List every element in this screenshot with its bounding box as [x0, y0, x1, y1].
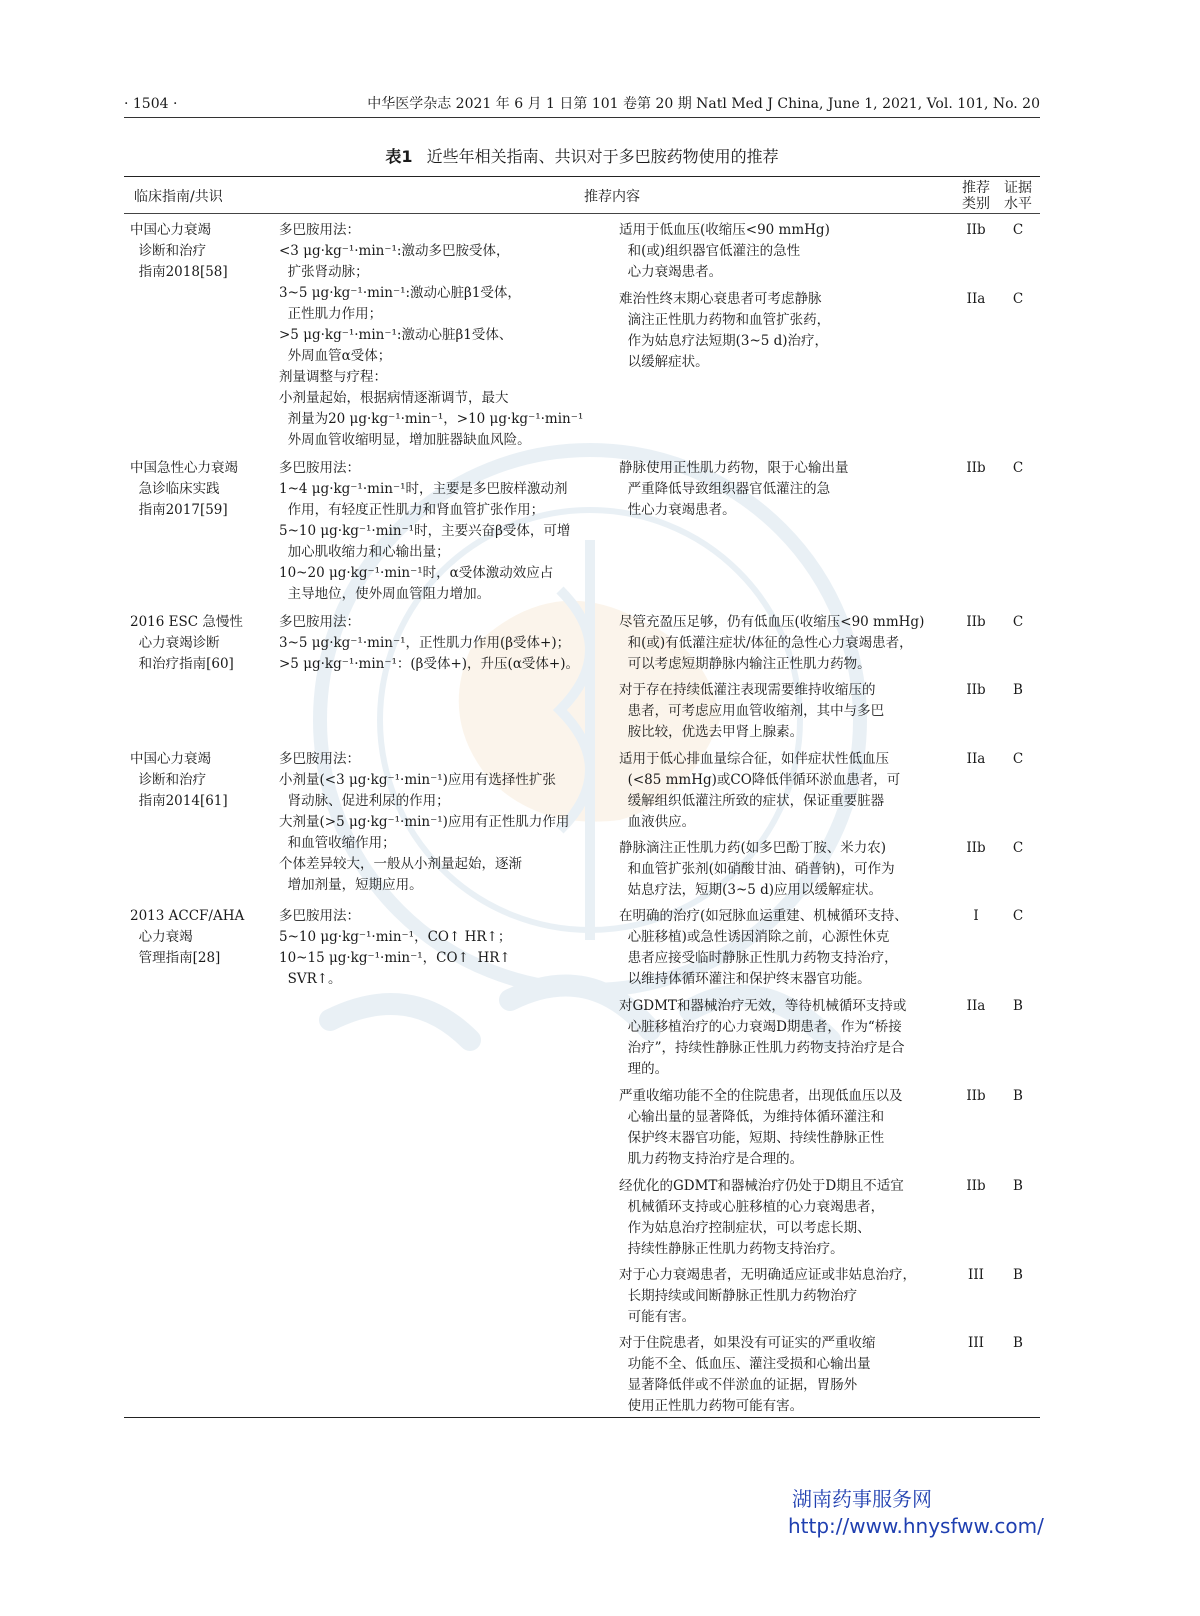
table-row-guide: 中国心力衰竭 诊断和治疗 指南2014[61] — [130, 751, 228, 809]
footer-url-link[interactable]: http://www.hnysfww.com/ — [788, 1514, 1044, 1538]
evidence-level: C — [1012, 614, 1024, 630]
table-row-dopamine: 多巴胺用法： 5~10 μg·kg⁻¹·min⁻¹，CO↑ HR↑； 10~15 μg·kg⁻¹·min⁻¹，CO↑ HR↑ SVR↑。 — [279, 908, 512, 987]
evidence-level: B — [1013, 1088, 1023, 1104]
recommendation-class: IIa — [966, 751, 986, 767]
recommendation-class: IIb — [966, 840, 986, 856]
table-bottom-rule — [124, 1417, 1040, 1418]
recommendation-class: IIb — [966, 682, 986, 698]
recommendation-class: IIb — [966, 1178, 986, 1194]
recommendation-text: 对GDMT和器械治疗无效，等待机械循环支持或 心脏移植治疗的心力衰竭D期患者，作为“桥接 治疗”，持续性静脉正性肌力药物支持治疗是合 理的。 — [619, 998, 907, 1077]
evidence-level: B — [1013, 1335, 1023, 1351]
recommendation-text: 对于心力衰竭患者，无明确适应证或非姑息治疗， 长期持续或间断静脉正性肌力药物治疗 可能有害。 — [619, 1267, 916, 1325]
recommendation-class: IIb — [966, 222, 986, 238]
evidence-level: C — [1012, 222, 1024, 238]
recommendation-class: IIa — [966, 291, 986, 307]
table-row-dopamine: 多巴胺用法： <3 μg·kg⁻¹·min⁻¹:激动多巴胺受体， 扩张肾动脉； 3~5 μg·kg⁻¹·min⁻¹:激动心脏β1受体， 正性肌力作用； >5 μg·kg⁻¹·min⁻¹:激动心脏β1受体、 外周血管α受体； 剂量调整与疗程： 小剂量起始，根据病情逐渐调节，最大 剂量为20 μg·kg⁻¹·min⁻¹，>10 μg·kg⁻¹·min⁻¹ 外周血管收缩明显，增加脏器缺血风险。 — [279, 222, 584, 448]
recommendation-class: I — [973, 908, 979, 924]
table-row-dopamine: 多巴胺用法： 3~5 μg·kg⁻¹·min⁻¹，正性肌力作用(β受体+)； >5 μg·kg⁻¹·min⁻¹：(β受体+)，升压(α受体+)。 — [279, 614, 580, 672]
evidence-level: C — [1012, 908, 1024, 924]
evidence-level: C — [1012, 751, 1024, 767]
recommendation-text: 静脉滴注正性肌力药(如多巴酚丁胺、米力农) 和血管扩张剂(如硝酸甘油、硝普钠)，可作为 姑息疗法，短期(3~5 d)应用以缓解症状。 — [619, 840, 895, 898]
recommendation-class: IIb — [966, 460, 986, 476]
evidence-level: B — [1013, 998, 1023, 1014]
header-level: 证据 水平 — [1004, 180, 1032, 212]
table-top-rule — [124, 176, 1040, 177]
evidence-level: C — [1012, 840, 1024, 856]
table-row-dopamine: 多巴胺用法： 1~4 μg·kg⁻¹·min⁻¹时，主要是多巴胺样激动剂 作用，有轻度正性肌力和肾血管扩张作用； 5~10 μg·kg⁻¹·min⁻¹时，主要兴奋β受体，可增 加心肌收缩力和心输出量； 10~20 μg·kg⁻¹·min⁻¹时，α受体激动效应占 主导地位，使外周血管阻力增加。 — [279, 460, 571, 602]
table-title: 近些年相关指南、共识对于多巴胺药物使用的推荐 — [426, 147, 779, 166]
header-content: 推荐内容 — [584, 189, 640, 205]
recommendation-text: 经优化的GDMT和器械治疗仍处于D期且不适宜 机械循环支持或心脏移植的心力衰竭患者， 作为姑息治疗控制症状，可以考虑长期、 持续性静脉正性肌力药物支持治疗。 — [619, 1178, 904, 1257]
running-header — [124, 94, 1040, 118]
recommendation-class: III — [968, 1267, 984, 1283]
header-class: 推荐 类别 — [962, 180, 990, 212]
recommendation-class: IIb — [966, 614, 986, 630]
recommendation-class: III — [968, 1335, 984, 1351]
table-row-guide: 2013 ACCF/AHA 心力衰竭 管理指南[28] — [130, 908, 245, 966]
table-number: 表1 — [385, 147, 413, 166]
journal-citation: 中华医学杂志 2021 年 6 月 1 日第 101 卷第 20 期 Natl Med J China, June 1, 2021, Vol. 101, No. 20 — [367, 96, 1040, 112]
recommendation-text: 对于存在持续低灌注表现需要维持收缩压的 患者，可考虑应用血管收缩剂，其中与多巴 胺比较，优选去甲肾上腺素。 — [619, 682, 885, 740]
recommendation-text: 尽管充盈压足够，仍有低血压(收缩压<90 mmHg) 和(或)有低灌注症状/体征的急性心力衰竭患者， 可以考虑短期静脉内输注正性肌力药物。 — [619, 614, 925, 672]
recommendation-text: 适用于低血压(收缩压<90 mmHg) 和(或)组织器官低灌注的急性 心力衰竭患者。 — [619, 222, 830, 280]
evidence-level: B — [1013, 1267, 1023, 1283]
recommendation-text: 在明确的治疗(如冠脉血运重建、机械循环支持、 心脏移植)或急性诱因消除之前，心源性休克 患者应接受临时静脉正性肌力药物支持治疗， 以维持体循环灌注和保护终末器官功能。 — [619, 908, 908, 987]
page-number: · 1504 · — [124, 96, 178, 112]
table-row-guide: 中国急性心力衰竭 急诊临床实践 指南2017[59] — [130, 460, 238, 518]
recommendation-text: 适用于低心排血量综合征，如伴症状性低血压 (<85 mmHg)或CO降低伴循环淤血患者，可 缓解组织低灌注所致的症状，保证重要脏器 血液供应。 — [619, 751, 901, 830]
recommendation-text: 严重收缩功能不全的住院患者，出现低血压以及 心输出量的显著降低，为维持体循环灌注和 保护终末器官功能，短期、持续性静脉正性 肌力药物支持治疗是合理的。 — [619, 1088, 903, 1167]
evidence-level: B — [1013, 1178, 1023, 1194]
evidence-level: C — [1012, 460, 1024, 476]
table-row-guide: 中国心力衰竭 诊断和治疗 指南2018[58] — [130, 222, 228, 280]
evidence-level: B — [1013, 682, 1023, 698]
recommendation-class: IIa — [966, 998, 986, 1014]
table-header-rule — [124, 213, 1040, 214]
table-row-dopamine: 多巴胺用法： 小剂量(<3 μg·kg⁻¹·min⁻¹)应用有选择性扩张 肾动脉、促进利尿的作用； 大剂量(>5 μg·kg⁻¹·min⁻¹)应用有正性肌力作用 和血管收缩作用； 个体差异较大，一般从小剂量起始，逐渐 增加剂量，短期应用。 — [279, 751, 570, 893]
recommendation-text: 难治性终末期心衰患者可考虑静脉 滴注正性肌力药物和血管扩张药， 作为姑息疗法短期(3~5 d)治疗， 以缓解症状。 — [619, 291, 831, 370]
header-guide: 临床指南/共识 — [134, 189, 223, 205]
recommendation-text: 对于住院患者，如果没有可证实的严重收缩 功能不全、低血压、灌注受损和心输出量 显著降低伴或不伴淤血的证据，胃肠外 使用正性肌力药物可能有害。 — [619, 1335, 876, 1414]
table-caption — [124, 146, 1040, 168]
footer-site-name: 湖南药事服务网 — [792, 1487, 932, 1511]
evidence-level: C — [1012, 291, 1024, 307]
header-rule — [124, 117, 1040, 118]
recommendation-class: IIb — [966, 1088, 986, 1104]
recommendation-text: 静脉使用正性肌力药物，限于心输出量 严重降低导致组织器官低灌注的急 性心力衰竭患者。 — [619, 460, 849, 518]
table-row-guide: 2016 ESC 急慢性 心力衰竭诊断 和治疗指南[60] — [130, 614, 243, 672]
